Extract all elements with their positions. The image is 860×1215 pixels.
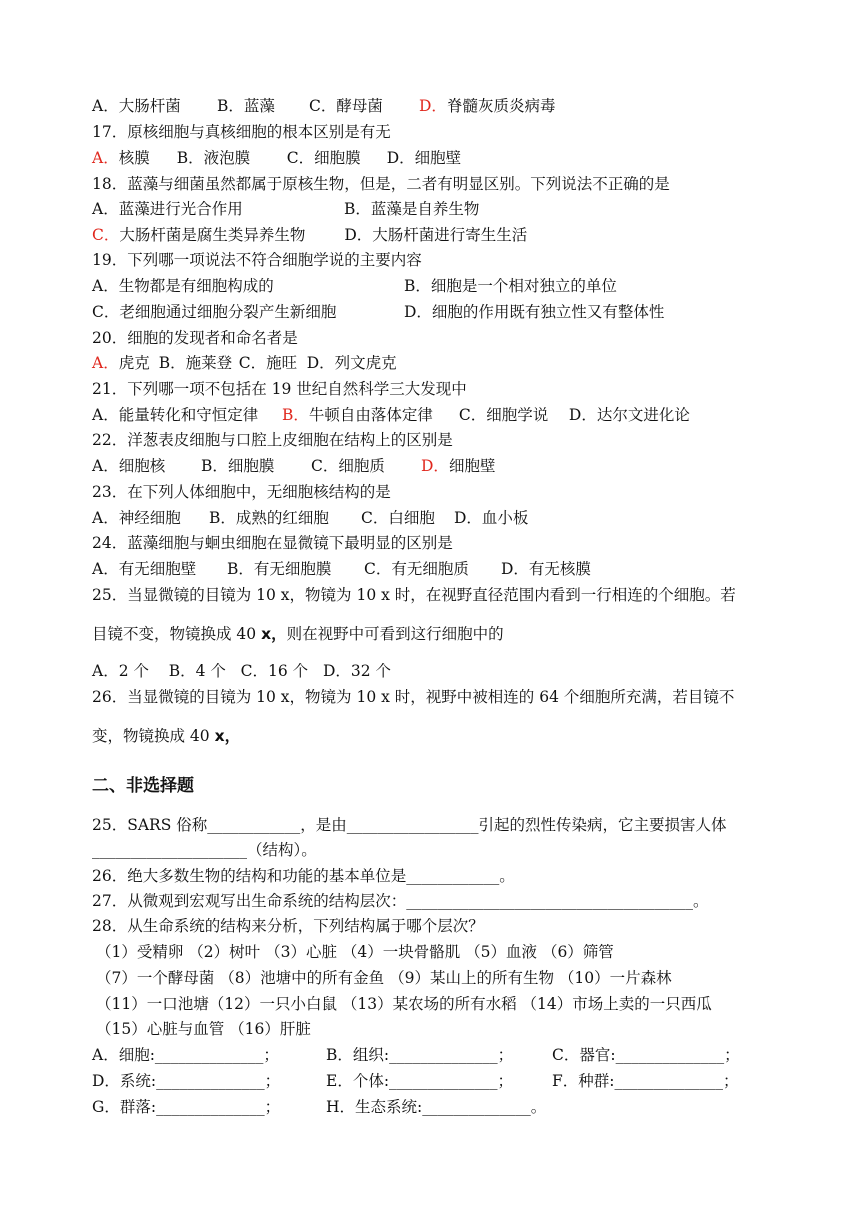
q22-stem: 22．洋葱表皮细胞与口腔上皮细胞在结构上的区别是: [92, 431, 453, 449]
q17-stem: 17．原核细胞与真核细胞的根本区别是有无: [92, 123, 391, 141]
q22-option-b: B．细胞膜: [201, 457, 275, 475]
q21-option-a: A．能量转化和守恒定律: [92, 406, 259, 424]
q21-option-b-text: 牛顿自由落体定律: [308, 406, 433, 424]
nq28-items-line2: （7）一个酵母菌 （8）池塘中的所有金鱼 （9）某山上的所有生物 （10）一片森林: [96, 969, 672, 987]
q22-options: [92, 456, 495, 476]
nq26-line: 26．绝大多数生物的结构和功能的基本单位是____________。: [92, 867, 515, 885]
answer-organ: C．器官:______________；: [552, 1046, 740, 1064]
q20-options: [92, 353, 397, 373]
nq28-answer-row1: [92, 1045, 740, 1065]
q21-stem: 21．下列哪一项不包括在 19 世纪自然科学三大发现中: [92, 380, 467, 398]
q25-stem-part-a: 目镜不变，物镜换成 40: [92, 625, 262, 643]
q19-option-d: D．细胞的作用既有独立性又有整体性: [404, 303, 665, 321]
q17-option-c: C．细胞膜: [286, 149, 361, 167]
q20-option-b: B．施莱登: [158, 354, 233, 372]
q19-option-a: A．生物都是有细胞构成的: [92, 277, 274, 295]
q18-stem: 18．蓝藻与细菌虽然都属于原核生物，但是，二者有明显区别。下列说法不正确的是: [92, 175, 670, 193]
q24-option-a: A．有无细胞壁: [92, 560, 197, 578]
answer-cell-cell: A．细胞:______________；: [92, 1046, 279, 1064]
q16-option-d-text: 脊髓灰质炎病毒: [446, 97, 556, 115]
nq28-stem: 28．从生命系统的结构来分析，下列结构属于哪个层次？: [92, 917, 484, 935]
q25-stem-part-c: 则在视野中可看到这行细胞中的: [286, 625, 504, 643]
q18-options-cd: [92, 225, 527, 245]
answer-system: D．系统:______________；: [92, 1072, 281, 1090]
q25-stem-part-b: x，: [261, 625, 287, 643]
q24-options: [92, 559, 591, 579]
nq28-answer-row2: [92, 1071, 738, 1091]
q21-option-c: C．细胞学说: [458, 406, 549, 424]
nq28-items-line3: （11）一口池塘（12）一只小白鼠 （13）某农场的所有水稻 （14）市场上卖的一只西瓜: [96, 995, 712, 1013]
q24-option-b: B．有无细胞膜: [227, 560, 332, 578]
q19-option-c: C．老细胞通过细胞分裂产生新细胞: [92, 303, 337, 321]
answer-community: G．群落:______________；: [92, 1098, 281, 1116]
section-heading: 二、非选择题: [92, 776, 194, 796]
q26-stem-part-b: x，: [214, 727, 241, 745]
q18-option-c-text: 大肠杆菌是腐生类异养生物: [119, 226, 306, 244]
q21-option-b-letter: B．: [282, 406, 309, 424]
q18-option-d: D．大肠杆菌进行寄生生活: [344, 226, 528, 244]
q23-stem: 23．在下列人体细胞中，无细胞核结构的是: [92, 483, 391, 501]
q23-option-b: B．成熟的红细胞: [209, 509, 329, 527]
q18-options-ab: [92, 199, 479, 219]
q18-option-c-letter: C．: [92, 226, 120, 244]
answer-individual: E．个体:______________；: [326, 1072, 514, 1090]
q26-stem-part-a: 变，物镜换成 40: [92, 727, 215, 745]
q16-option-c: C．酵母菌: [309, 97, 383, 115]
q25-options: A．2 个 B．4 个 C．16 个 D．32 个: [92, 662, 392, 680]
nq25-line2: ____________________（结构）。: [92, 841, 317, 859]
nq28-answer-row3: [92, 1097, 546, 1117]
q24-stem: 24．蓝藻细胞与蛔虫细胞在显微镜下最明显的区别是: [92, 534, 453, 552]
q26-stem-line2: [92, 726, 240, 746]
q22-option-a: A．细胞核: [92, 457, 166, 475]
answer-tissue: B．组织:______________；: [326, 1046, 514, 1064]
q21-options: [92, 405, 690, 425]
q17-options: [92, 148, 461, 168]
q23-option-d: D．血小板: [454, 509, 529, 527]
q17-option-d: D．细胞壁: [386, 149, 462, 167]
answer-population: F．种群:______________；: [552, 1072, 739, 1090]
q18-option-a: A．蓝藻进行光合作用: [92, 200, 243, 218]
q21-option-d: D．达尔文进化论: [568, 406, 690, 424]
q20-stem: 20．细胞的发现者和命名者是: [92, 329, 298, 347]
q19-options-cd: [92, 302, 664, 322]
q25-stem-line2: [92, 624, 504, 644]
q19-options-ab: [92, 276, 617, 296]
q18-option-b: B．蓝藻是自养生物: [344, 200, 480, 218]
q16-option-b: B．蓝藻: [217, 97, 275, 115]
q24-option-d: D．有无核膜: [501, 560, 591, 578]
nq28-items-line1: （1）受精卵 （2）树叶 （3）心脏 （4）一块骨骼肌 （5）血液 （6）筛管: [96, 943, 614, 961]
q23-options: [92, 508, 528, 528]
q19-stem: 19．下列哪一项说法不符合细胞学说的主要内容: [92, 251, 422, 269]
q20-option-d: D．列文虎克: [306, 354, 397, 372]
nq25-line1: 25．SARS 俗称____________，是由_________________引起的烈性传染病，它主要损害人体: [92, 816, 727, 834]
q20-option-a-letter: A．: [92, 354, 119, 372]
nq27-line: 27．从微观到宏观写出生命系统的结构层次：_____________________________________。: [92, 892, 709, 910]
q22-option-c: C．细胞质: [311, 457, 385, 475]
q24-option-c: C．有无细胞质: [364, 560, 469, 578]
q20-option-a-text: 虎克: [118, 354, 150, 372]
q22-option-d-letter: D．: [421, 457, 449, 475]
answer-ecosystem: H．生态系统:______________。: [326, 1098, 547, 1116]
q20-option-c: C．施旺: [238, 354, 298, 372]
q26-stem-line1: 26．当显微镜的目镜为 10 x，物镜为 10 x 时，视野中被相连的 64 个细胞所充满，若目镜不: [92, 688, 735, 706]
q16-option-d-letter: D．: [419, 97, 447, 115]
q23-option-c: C．白细胞: [361, 509, 435, 527]
q16-option-a: A．大肠杆菌: [92, 97, 181, 115]
q17-option-b: B．液泡膜: [176, 149, 251, 167]
q22-option-d-text: 细胞壁: [448, 457, 496, 475]
q17-option-a-text: 核膜: [118, 149, 150, 167]
q16-options: [92, 96, 555, 116]
q19-option-b: B．细胞是一个相对独立的单位: [404, 277, 617, 295]
q25-stem-line1: 25．当显微镜的目镜为 10 x，物镜为 10 x 时，在视野直径范围内看到一行相连的个细胞。若: [92, 586, 736, 604]
q17-option-a-letter: A．: [92, 149, 119, 167]
nq28-items-line4: （15）心脏与血管 （16）肝脏: [96, 1020, 311, 1038]
q23-option-a: A．神经细胞: [92, 509, 181, 527]
